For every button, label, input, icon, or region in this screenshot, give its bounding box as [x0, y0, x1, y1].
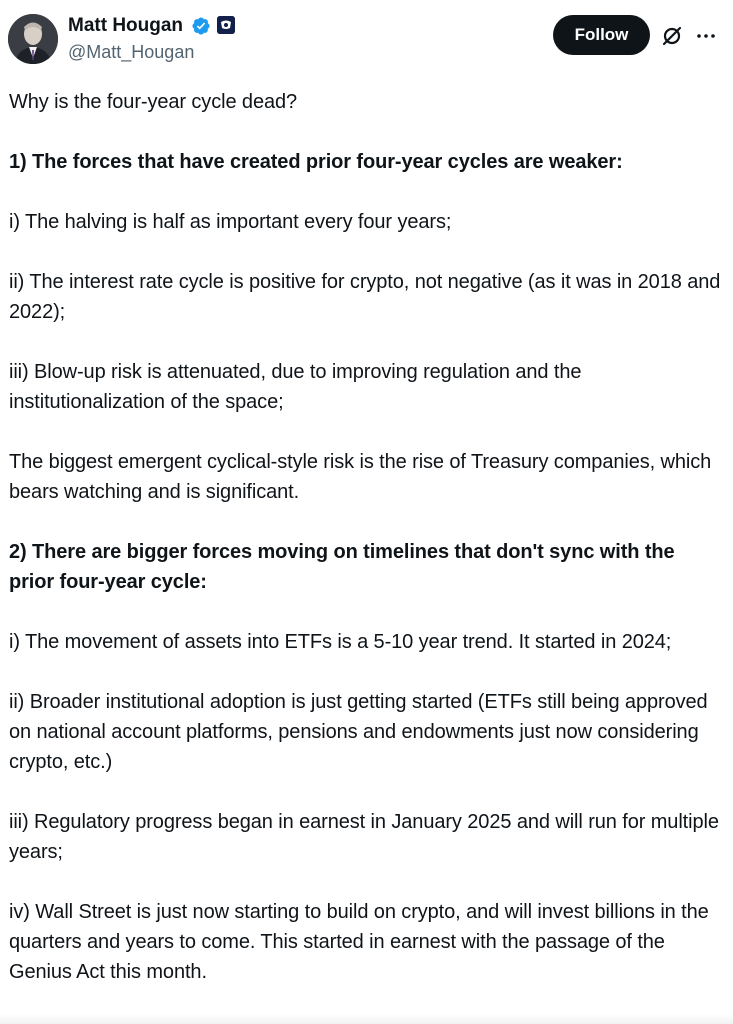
tweet-paragraph: iii) Blow-up risk is attenuated, due to improving regulation and the institutionalization of the space;	[9, 361, 582, 413]
tweet-body	[9, 87, 725, 1017]
bottom-fade	[0, 1014, 733, 1024]
author-name[interactable]: Matt Hougan	[68, 15, 184, 36]
tweet-paragraph: i) The halving is half as important every four years;	[9, 211, 452, 233]
author-handle[interactable]: @Matt_Hougan	[68, 42, 195, 62]
tweet-header	[0, 0, 733, 80]
verified-badge-icon	[191, 16, 211, 36]
tweet-paragraph: iii) Regulatory progress began in earnest in January 2025 and will run for multiple years;	[9, 811, 719, 863]
avatar[interactable]	[8, 14, 58, 64]
affiliation-badge-icon[interactable]	[217, 16, 235, 34]
tweet-heading: 1) The forces that have created prior four-year cycles are weaker:	[9, 151, 623, 173]
tweet-heading: 2) There are bigger forces moving on timelines that don't sync with the prior four-year cycle:	[9, 541, 675, 593]
tweet-paragraph: Why is the four-year cycle dead?	[9, 91, 298, 113]
tweet-paragraph: i) The movement of assets into ETFs is a 5-10 year trend. It started in 2024;	[9, 631, 672, 653]
tweet-paragraph: ii) The interest rate cycle is positive for crypto, not negative (as it was in 2018 and 2022);	[9, 271, 721, 323]
more-icon[interactable]	[695, 25, 717, 47]
tweet-paragraph: iv) Wall Street is just now starting to build on crypto, and will invest billions in the quarters and years to come. This started in earnest with the passage of the Genius Act this month.	[9, 901, 709, 983]
follow-button[interactable]: Follow	[553, 15, 650, 55]
grok-icon[interactable]	[661, 25, 683, 47]
tweet-paragraph: ii) Broader institutional adoption is just getting started (ETFs still being approved on national account platforms, pensions and endowments just now considering crypto, etc.)	[9, 691, 708, 773]
tweet-paragraph: The biggest emergent cyclical-style risk is the rise of Treasury companies, which bears watching and is significant.	[9, 451, 712, 503]
